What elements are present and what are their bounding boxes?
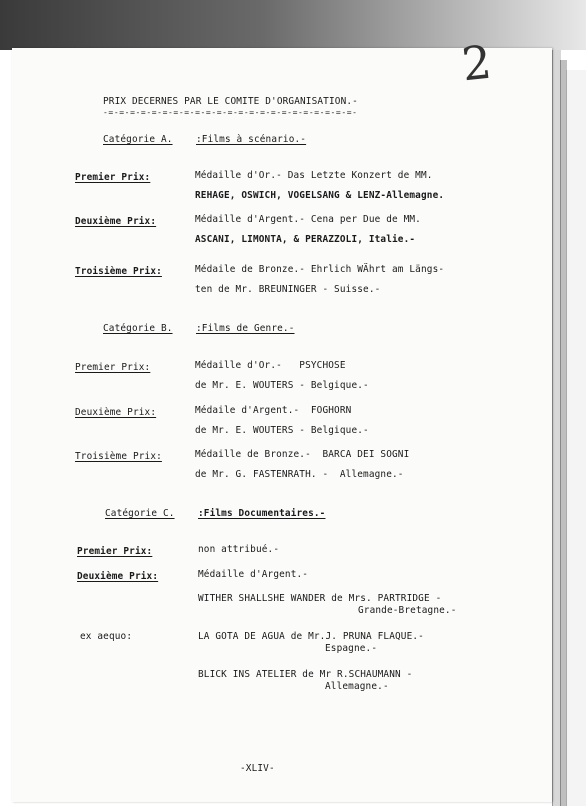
category-b-label: Catégorie B.: [103, 323, 173, 334]
ex-aequo-1-line2: Espagne.-: [325, 643, 378, 654]
category-a-films: :Films à scénario.-: [196, 134, 307, 145]
category-c-label: Catégorie C.: [105, 508, 175, 519]
cat-b-prize3-label: Troisième Prix:: [75, 451, 162, 462]
cat-b-prize2-line1: Médaile d'Argent.- FOGHORN: [195, 405, 352, 416]
ex-aequo-2-line2: Allemagne.-: [325, 681, 389, 692]
ex-aequo-2-line1: BLICK INS ATELIER de Mr R.SCHAUMANN -: [198, 669, 413, 680]
cat-c-prize2-line1: Médaille d'Argent.-: [198, 569, 309, 580]
cat-b-prize1-line2: de Mr. E. WOUTERS - Belgique.-: [195, 380, 369, 391]
cat-b-prize3-line1: Médaille de Bronze.- BARCA DEI SOGNI: [195, 449, 410, 460]
cat-a-prize2-line1: Médaille d'Argent.- Cena per Due de MM.: [195, 214, 421, 225]
cat-a-prize3-line1: Médaile de Bronze.- Ehrlich WÄhrt am Längs-: [195, 264, 445, 275]
page-edge: [566, 70, 586, 806]
cat-a-prize3-label: Troisième Prix:: [75, 266, 162, 277]
category-b-films: :Films de Genre.-: [196, 323, 295, 334]
page-footer-number: -XLIV-: [240, 763, 275, 774]
handwritten-page-number: 2: [459, 34, 495, 92]
cat-c-prize1-text: non attribué.-: [198, 544, 280, 555]
cat-a-prize1-label: Premier Prix:: [75, 172, 151, 183]
cat-a-prize1-line2: REHAGE, OSWICH, VOGELSANG & LENZ-Allemagne.: [195, 190, 445, 201]
scan-shadow: [0, 0, 586, 50]
cat-b-prize2-label: Deuxième Prix:: [75, 407, 157, 418]
cat-c-prize2-label: Deuxième Prix:: [77, 571, 159, 582]
cat-a-prize2-label: Deuxième Prix:: [75, 216, 157, 227]
cat-c-prize2-line2: WITHER SHALLSHE WANDER de Mrs. PARTRIDGE -: [198, 593, 442, 604]
cat-c-prize1-label: Premier Prix:: [77, 546, 153, 557]
title-rule: -=-=-=-=-=-=-=-=-=-=-=-=-=-=-=-=-=-=-=-=-=-=-=-: [103, 108, 358, 117]
category-a-label: Catégorie A.: [103, 134, 173, 145]
cat-c-prize2-line3: Grande-Bretagne.-: [358, 605, 457, 616]
cat-b-prize3-line2: de Mr. G. FASTENRATH. - Allemagne.-: [195, 469, 404, 480]
ex-aequo-label: ex aequo:: [80, 631, 133, 642]
category-c-films: :Films Documentaires.-: [198, 508, 326, 519]
cat-a-prize1-line1: Médaille d'Or.- Das Letzte Konzert de MM.: [195, 170, 433, 181]
cat-b-prize1-label: Premier Prix:: [75, 362, 151, 373]
cat-a-prize2-line2: ASCANI, LIMONTA, & PERAZZOLI, Italie.-: [195, 234, 416, 245]
cat-b-prize2-line2: de Mr. E. WOUTERS - Belgique.-: [195, 425, 369, 436]
cat-b-prize1-line1: Médaille d'Or.- PSYCHOSE: [195, 360, 346, 371]
cat-a-prize3-line2: ten de Mr. BREUNINGER - Suisse.-: [195, 284, 381, 295]
ex-aequo-1-line1: LA GOTA DE AGUA de Mr.J. PRUNA FLAQUE.-: [198, 631, 424, 642]
page-title: PRIX DECERNES PAR LE COMITE D'ORGANISATION.-: [103, 96, 358, 107]
